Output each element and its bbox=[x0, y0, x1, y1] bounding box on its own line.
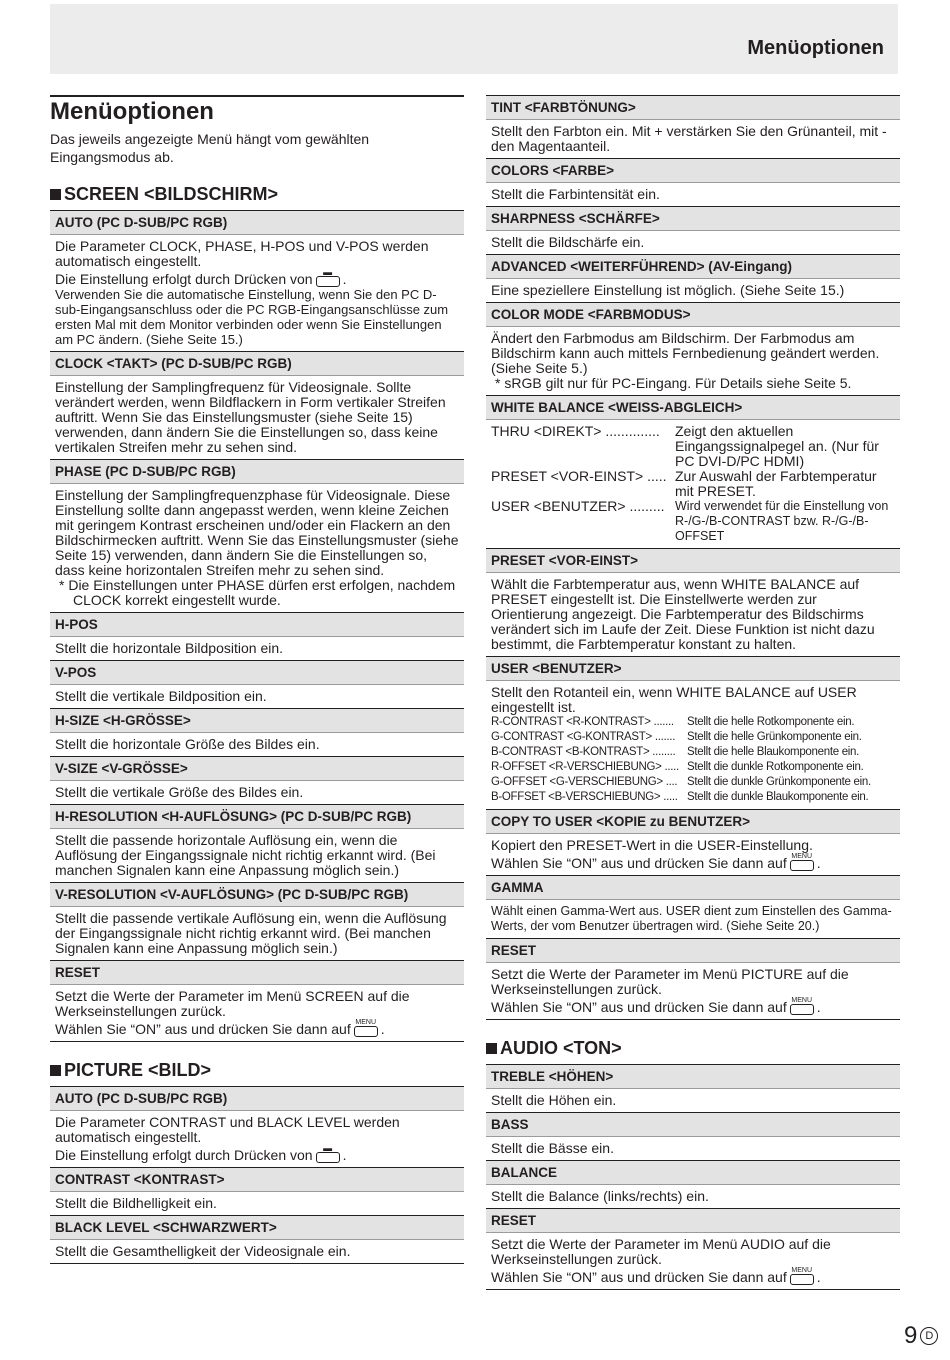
page-number: 9 D bbox=[904, 1322, 938, 1350]
item-copy-to-user bbox=[486, 809, 900, 875]
item-body: Setzt die Werte der Parameter im Menü AUDIO auf die Werkseinstellungen zurück. Wählen Sie “ON” aus und drücken Sie dann auf MENU . bbox=[486, 1232, 900, 1289]
item-black-level bbox=[50, 1215, 464, 1263]
item-head: TINT <FARBTÖNUNG> bbox=[486, 96, 900, 119]
item-picture-reset bbox=[486, 938, 900, 1019]
item-colors bbox=[486, 158, 900, 206]
item-contrast bbox=[50, 1167, 464, 1215]
item-hpos bbox=[50, 612, 464, 660]
item-clock bbox=[50, 351, 464, 459]
item-body: Stellt die Farbintensität ein. bbox=[486, 182, 900, 206]
wb-row: PRESET <VOR-EINST> ..... Zur Auswahl der Farbtemperatur mit PRESET. bbox=[491, 468, 877, 499]
item-head: H-RESOLUTION <H-AUFLÖSUNG> (PC D-SUB/PC RGB) bbox=[50, 805, 464, 828]
page-title: Menüoptionen bbox=[50, 95, 464, 126]
item-head: H-SIZE <H-GRÖSSE> bbox=[50, 709, 464, 732]
item-body: Stellt die Höhen ein. bbox=[486, 1088, 900, 1112]
item-head: USER <BENUTZER> bbox=[486, 657, 900, 680]
user-row: B-CONTRAST <B-KONTRAST> ........ Stellt die helle Blaukomponente ein. bbox=[491, 746, 860, 758]
item-body: Stellt die horizontale Bildposition ein. bbox=[50, 636, 464, 660]
section-title-picture: PICTURE <BILD> bbox=[50, 1060, 464, 1080]
menu-button-icon: MENU bbox=[790, 997, 814, 1015]
item-vpos bbox=[50, 660, 464, 708]
item-head: SHARPNESS <SCHÄRFE> bbox=[486, 207, 900, 230]
item-body: Kopiert den PRESET-Wert in die USER-Einstellung. Wählen Sie “ON” aus und drücken Sie dann auf MENU . bbox=[486, 833, 900, 875]
item-head: AUTO (PC D-SUB/PC RGB) bbox=[50, 211, 464, 234]
item-head: RESET bbox=[486, 1209, 900, 1232]
item-head: CONTRAST <KONTRAST> bbox=[50, 1168, 464, 1191]
item-head: PHASE (PC D-SUB/PC RGB) bbox=[50, 460, 464, 483]
item-head: GAMMA bbox=[486, 876, 900, 899]
bullet-square-icon bbox=[50, 189, 61, 200]
item-hsize bbox=[50, 708, 464, 756]
item-head: V-RESOLUTION <V-AUFLÖSUNG> (PC D-SUB/PC RGB) bbox=[50, 883, 464, 906]
item-body: Wählt die Farbtemperatur aus, wenn WHITE BALANCE auf PRESET eingestellt ist. Die Einstellwerte werden zur Orientierung angezeigt. Die Farbtemperatur des Bildschirms verändert sich im Laufe der Zeit. Diese Funktion ist nicht dazu bestimmt, die Farbtemperatur konstant zu halten. bbox=[486, 572, 900, 656]
item-vres bbox=[50, 882, 464, 960]
right-column bbox=[486, 95, 900, 1290]
header-title: Menüoptionen bbox=[747, 37, 884, 59]
item-balance bbox=[486, 1160, 900, 1208]
left-column bbox=[50, 95, 464, 1264]
item-head: BLACK LEVEL <SCHWARZWERT> bbox=[50, 1216, 464, 1239]
item-body: Stellt den Rotanteil ein, wenn WHITE BALANCE auf USER eingestellt ist. R-CONTRAST <R-KONTRAST> ....... Stellt die helle Rotkomponente ein. G-CONTRAST <G-KONTRAST> ....... Stellt die helle Grünkomponente ein. B-CONTRAST <B-KONTRAST> ........ Stellt die helle Blaukomponente ein. R-OFFSET <R-VERSCHIEBUNG> ..... Stellt die dunkle Rotkomponente ein. G-OFFSET <G-VERSCHIEBUNG> .... Stellt die dunkle Grünkomponente ein. B-OFFSET <B-VERSCHIEBUNG> ..... Stellt die dunkle Blaukomponente ein. bbox=[486, 680, 900, 809]
item-vsize bbox=[50, 756, 464, 804]
section-title-audio: AUDIO <TON> bbox=[486, 1038, 900, 1058]
item-head: RESET bbox=[50, 961, 464, 984]
wb-row: THRU <DIREKT> .............. Zeigt den aktuellen Eingangssignalpegel an. (Nur für PC DVI-D/PC HDMI) bbox=[491, 423, 879, 469]
item-body: Setzt die Werte der Parameter im Menü PICTURE auf die Werkseinstellungen zurück. Wählen Sie “ON” aus und drücken Sie dann auf MENU . bbox=[486, 962, 900, 1019]
item-audio-reset bbox=[486, 1208, 900, 1289]
input-button-icon: ▬ bbox=[316, 269, 340, 287]
item-body: Stellt die Bildschärfe ein. bbox=[486, 230, 900, 254]
item-head: BALANCE bbox=[486, 1161, 900, 1184]
item-head: V-POS bbox=[50, 661, 464, 684]
item-picture-auto bbox=[50, 1086, 464, 1167]
item-screen-auto bbox=[50, 210, 464, 351]
item-body: Stellt die Bässe ein. bbox=[486, 1136, 900, 1160]
item-body: Stellt die Balance (links/rechts) ein. bbox=[486, 1184, 900, 1208]
divider bbox=[50, 1041, 464, 1042]
section-title-screen: SCREEN <BILDSCHIRM> bbox=[50, 184, 464, 204]
item-body: Stellt die horizontale Größe des Bildes ein. bbox=[50, 732, 464, 756]
item-body: Die Parameter CONTRAST und BLACK LEVEL werden automatisch eingestellt. Die Einstellung erfolgt durch Drücken von ▬ . bbox=[50, 1110, 464, 1167]
wb-row: USER <BENUTZER> ......... Wird verwendet für die Einstellung von R-/G-/B-CONTRAST bzw. R-/G-/B-OFFSET bbox=[491, 499, 889, 543]
bullet-square-icon bbox=[486, 1043, 497, 1054]
item-body: Stellt die passende vertikale Auflösung ein, wenn die Auflösung der Eingangssignale nicht richtig erkannt wird. (Bei manchen Signalen kann eine Anpassung möglich sein.) bbox=[50, 906, 464, 960]
item-hres bbox=[50, 804, 464, 882]
menu-button-icon: MENU bbox=[354, 1019, 378, 1037]
item-preset bbox=[486, 548, 900, 656]
item-head: TREBLE <HÖHEN> bbox=[486, 1065, 900, 1088]
divider bbox=[486, 1289, 900, 1290]
user-row: G-OFFSET <G-VERSCHIEBUNG> .... Stellt die dunkle Grünkomponente ein. bbox=[491, 776, 871, 788]
item-gamma bbox=[486, 875, 900, 938]
user-row: B-OFFSET <B-VERSCHIEBUNG> ..... Stellt die dunkle Blaukomponente ein. bbox=[491, 791, 869, 803]
item-head: RESET bbox=[486, 939, 900, 962]
divider bbox=[50, 1263, 464, 1264]
item-body: Stellt die vertikale Bildposition ein. bbox=[50, 684, 464, 708]
item-user bbox=[486, 656, 900, 809]
bullet-square-icon bbox=[50, 1065, 61, 1076]
item-color-mode bbox=[486, 302, 900, 395]
item-body bbox=[486, 419, 900, 548]
item-head: BASS bbox=[486, 1113, 900, 1136]
item-body: Stellt die passende horizontale Auflösung ein, wenn die Auflösung der Eingangssignale nicht richtig erkannt wird. (Bei manchen Signalen kann eine Anpassung möglich sein.) bbox=[50, 828, 464, 882]
user-row: R-CONTRAST <R-KONTRAST> ....... Stellt die helle Rotkomponente ein. bbox=[491, 716, 855, 728]
item-body: Eine speziellere Einstellung ist möglich. (Siehe Seite 15.) bbox=[486, 278, 900, 302]
input-button-icon: ▬ bbox=[316, 1145, 340, 1163]
item-body: Stellt die Bildhelligkeit ein. bbox=[50, 1191, 464, 1215]
item-head: COLORS <FARBE> bbox=[486, 159, 900, 182]
item-head: ADVANCED <WEITERFÜHREND> (AV-Eingang) bbox=[486, 255, 900, 278]
item-head: CLOCK <TAKT> (PC D-SUB/PC RGB) bbox=[50, 352, 464, 375]
item-head: PRESET <VOR-EINST> bbox=[486, 549, 900, 572]
item-head: V-SIZE <V-GRÖSSE> bbox=[50, 757, 464, 780]
item-treble bbox=[486, 1064, 900, 1112]
divider bbox=[486, 1019, 900, 1020]
item-phase bbox=[50, 459, 464, 612]
item-body: Stellt die Gesamthelligkeit der Videosignale ein. bbox=[50, 1239, 464, 1263]
item-screen-reset bbox=[50, 960, 464, 1041]
item-head: COLOR MODE <FARBMODUS> bbox=[486, 303, 900, 326]
menu-button-icon: MENU bbox=[790, 853, 814, 871]
item-body: Einstellung der Samplingfrequenzphase für Videosignale. Diese Einstellung sollte dann angepasst werden, wenn kleine Zeichen mit geringem Kontrast erscheinen und/oder ein Flackern an den Bildschirmecken auftritt. Wenn Sie das Einstellungsmuster (siehe Seite 15) verwenden, dann ändern Sie die Einstellungen so, dass keine horizontalen Streifen mehr zu sehen sind. * Die Einstellungen unter PHASE dürfen erst erfolgen, nachdem CLOCK korrekt eingestellt wurde. bbox=[50, 483, 464, 612]
user-row: R-OFFSET <R-VERSCHIEBUNG> ..... Stellt die dunkle Rotkomponente ein. bbox=[491, 761, 864, 773]
intro-text: Das jeweils angezeigte Menü hängt vom gewählten Eingangsmodus ab. bbox=[50, 131, 370, 165]
item-body: Ändert den Farbmodus am Bildschirm. Der Farbmodus am Bildschirm kann auch mittels Fernbedienung geändert werden. (Siehe Seite 5.) * sRGB gilt nur für PC-Eingang. Für Details siehe Seite 5. bbox=[486, 326, 900, 395]
item-body: Wählt einen Gamma-Wert aus. USER dient zum Einstellen des Gamma-Werts, der vom Benutzer übertragen wird. (Siehe Seite 20.) bbox=[486, 899, 900, 938]
user-row: G-CONTRAST <G-KONTRAST> ....... Stellt die helle Grünkomponente ein. bbox=[491, 731, 862, 743]
item-head: COPY TO USER <KOPIE zu BENUTZER> bbox=[486, 810, 900, 833]
item-white-balance bbox=[486, 395, 900, 548]
item-head: AUTO (PC D-SUB/PC RGB) bbox=[50, 1087, 464, 1110]
item-body: Stellt den Farbton ein. Mit + verstärken Sie den Grünanteil, mit - den Magentaanteil. bbox=[486, 119, 900, 158]
item-head: H-POS bbox=[50, 613, 464, 636]
item-bass bbox=[486, 1112, 900, 1160]
item-body: Die Parameter CLOCK, PHASE, H-POS und V-POS werden automatisch eingestellt. Die Einstellung erfolgt durch Drücken von ▬ . Verwenden Sie die automatische Einstellung, wenn Sie den PC D-sub-Eingangsanschluss oder die PC RGB-Eingangsanschlüsse zum ersten Mal mit dem Monitor verbinden oder wenn Sie Einstellungen am PC ändern. (Siehe Seite 15.) bbox=[50, 234, 464, 351]
item-sharpness bbox=[486, 206, 900, 254]
language-badge: D bbox=[920, 1327, 938, 1345]
item-advanced bbox=[486, 254, 900, 302]
item-tint bbox=[486, 95, 900, 158]
header-bar bbox=[50, 4, 898, 74]
item-body: Einstellung der Samplingfrequenz für Videosignale. Sollte verändert werden, wenn Bildflackern in Form vertikaler Streifen auftritt. Wenn Sie das Einstellungsmuster (siehe Seite 15) verwenden, dann ändern Sie die Einstellungen so, dass keine vertikalen Streifen mehr zu sehen sind. bbox=[50, 375, 464, 459]
item-head: WHITE BALANCE <WEISS-ABGLEICH> bbox=[486, 396, 900, 419]
item-body: Stellt die vertikale Größe des Bildes ein. bbox=[50, 780, 464, 804]
item-body: Setzt die Werte der Parameter im Menü SCREEN auf die Werkseinstellungen zurück. Wählen Sie “ON” aus und drücken Sie dann auf MENU . bbox=[50, 984, 464, 1041]
menu-button-icon: MENU bbox=[790, 1267, 814, 1285]
